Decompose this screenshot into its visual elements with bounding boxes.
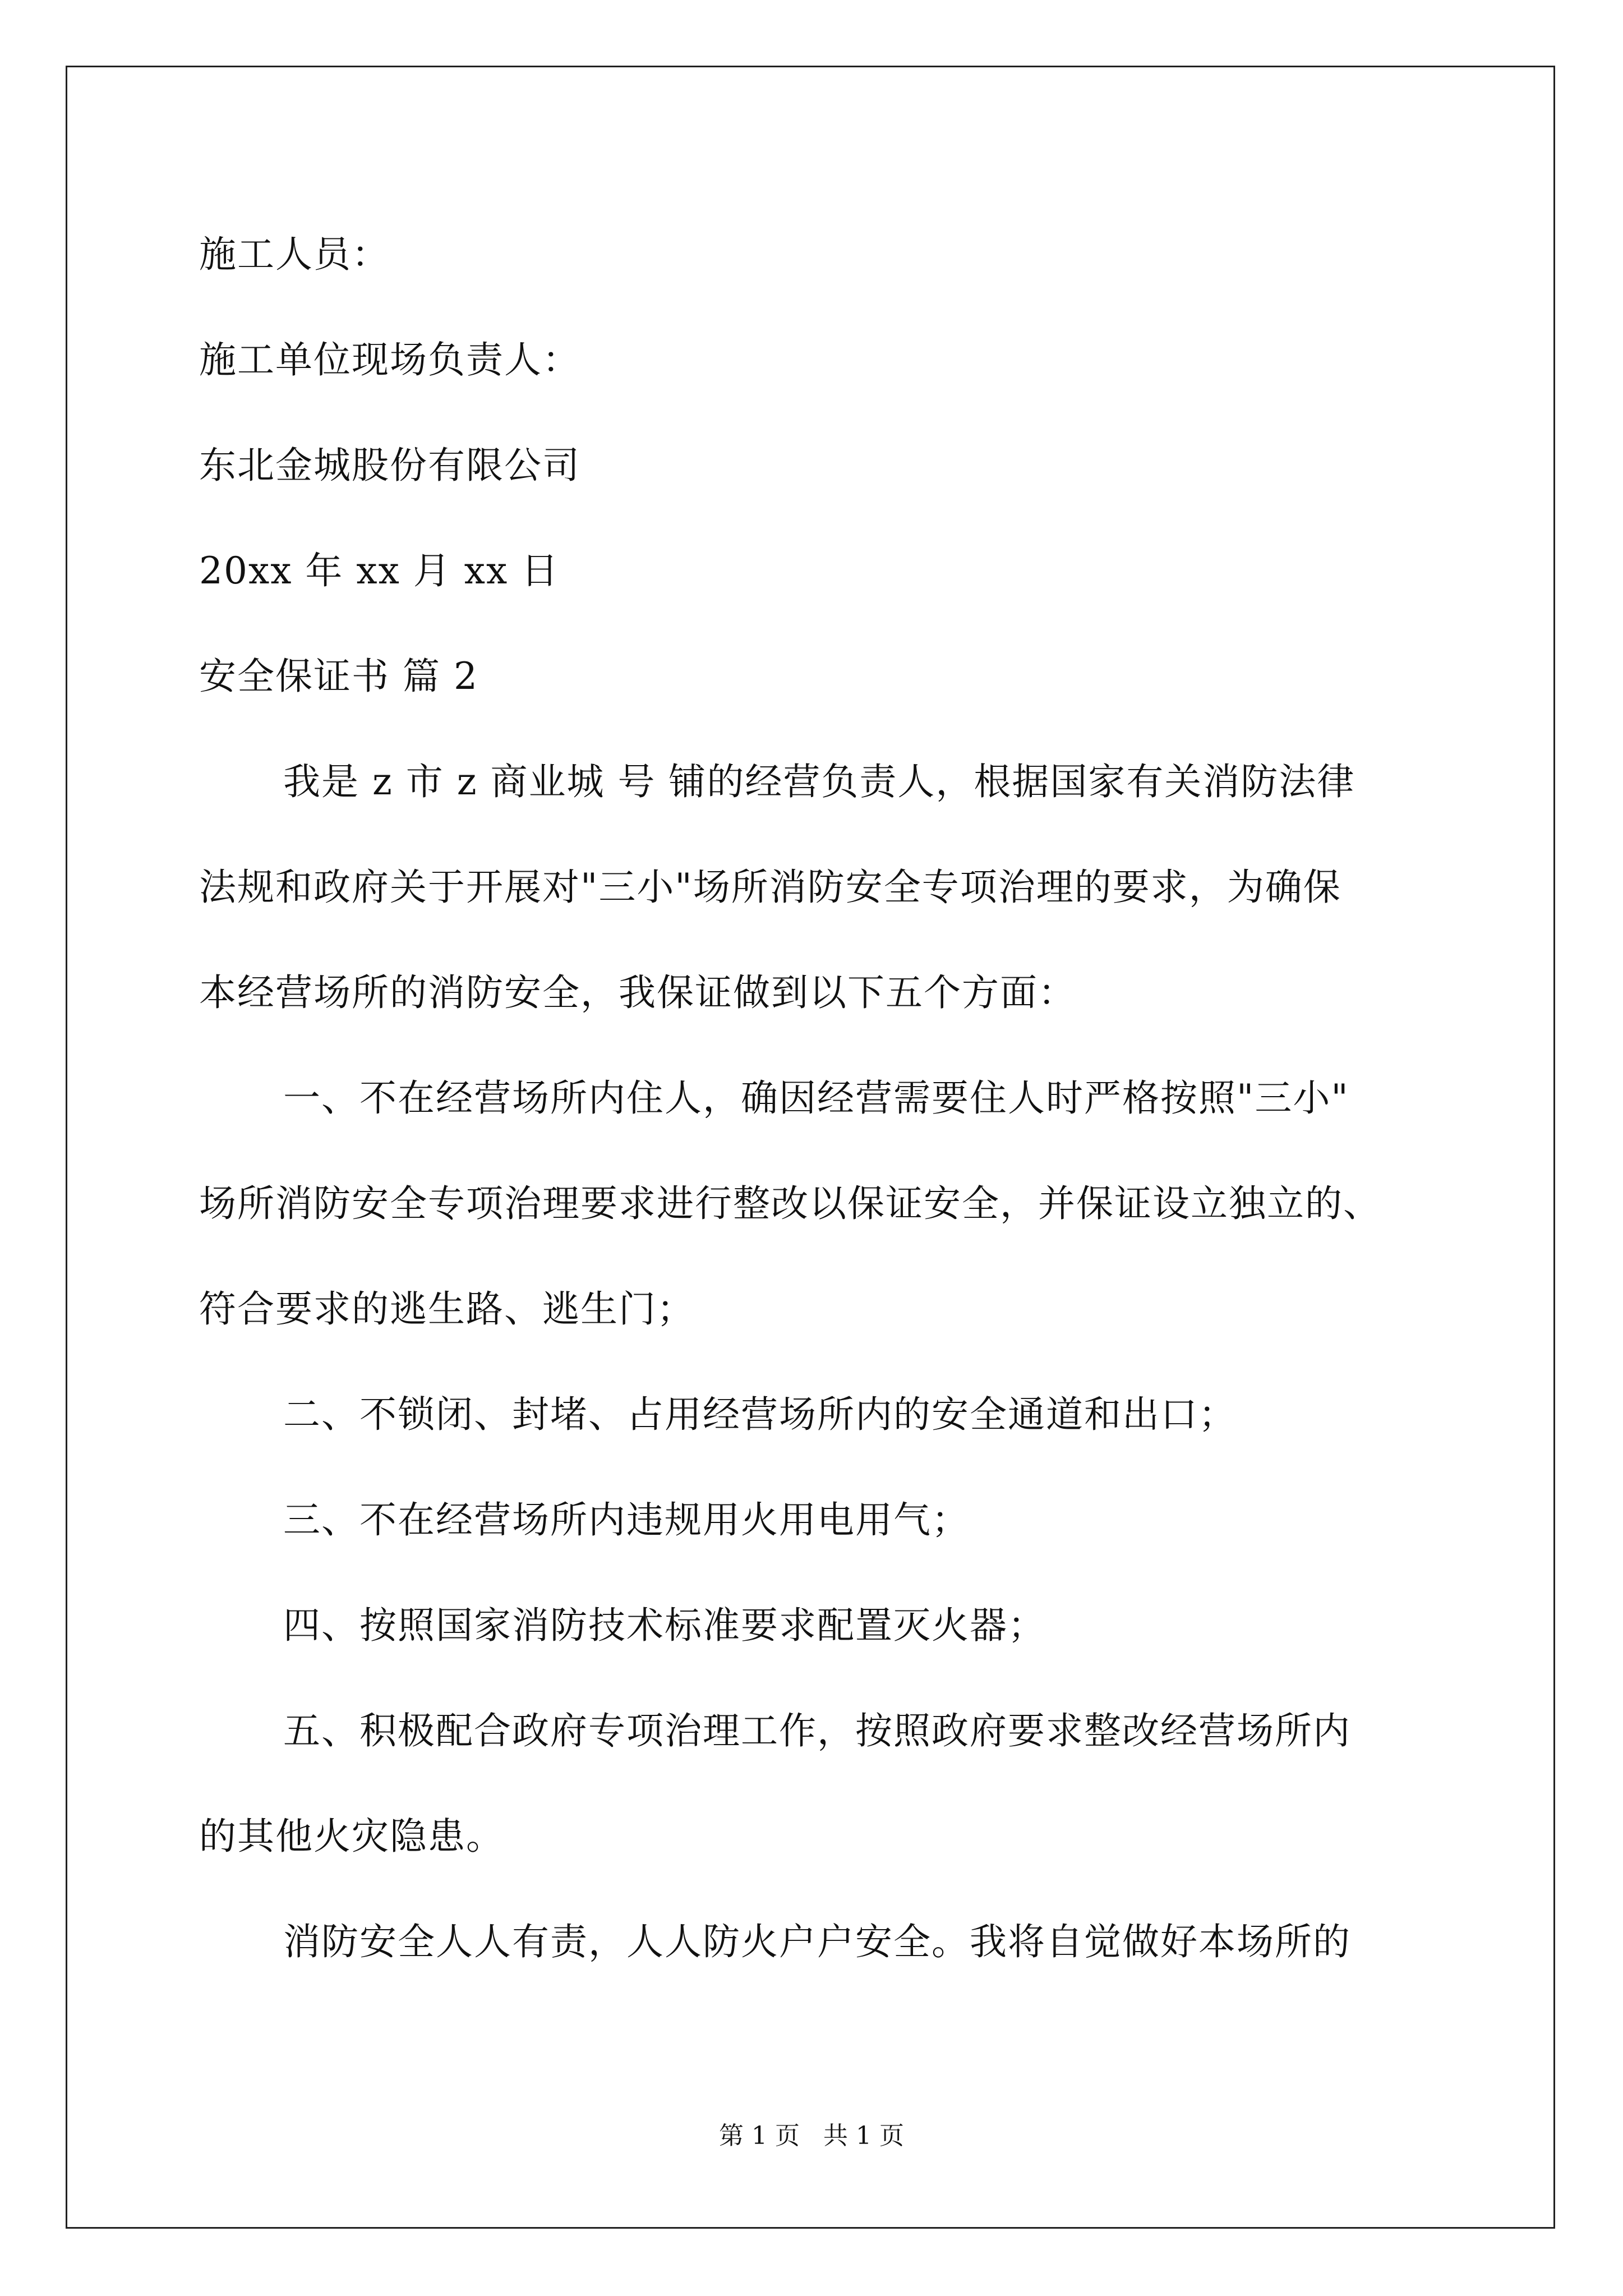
- item-3: 三、不在经营场所内违规用火用电用气；: [283, 1498, 970, 1542]
- item-5-line-2: 的其他火灾隐患。: [199, 1815, 504, 1858]
- item-1-line-1: 一、不在经营场所内住人，确因经营需要住人时严格按照"三小": [283, 1076, 1349, 1120]
- item-5-line-1: 五、积极配合政府专项治理工作，按照政府要求整改经营场所内: [283, 1709, 1351, 1752]
- date-line: 20xx 年 xx 月 xx 日: [199, 549, 560, 592]
- company-name: 东北金城股份有限公司: [199, 444, 580, 487]
- paragraph-intro-line-1: 我是 z 市 z 商业城 号 铺的经营负责人，根据国家有关消防法律: [283, 760, 1355, 803]
- page-number-footer: 第 1 页 共 1 页: [719, 2122, 904, 2150]
- label-construction-staff: 施工人员：: [199, 233, 390, 276]
- item-1-line-2: 场所消防安全专项治理要求进行整改以保证安全，并保证设立独立的、: [199, 1182, 1381, 1225]
- section-title: 安全保证书 篇 2: [199, 655, 478, 698]
- page-border: [66, 66, 1555, 2229]
- item-1-line-3: 符合要求的逃生路、逃生门；: [199, 1287, 695, 1331]
- item-4: 四、按照国家消防技术标准要求配置灭火器；: [283, 1604, 1046, 1647]
- paragraph-intro-line-2: 法规和政府关于开展对"三小"场所消防安全专项治理的要求，为确保: [199, 866, 1341, 909]
- paragraph-intro-line-3: 本经营场所的消防安全，我保证做到以下五个方面：: [199, 971, 1076, 1014]
- closing-paragraph-line-1: 消防安全人人有责，人人防火户户安全。我将自觉做好本场所的: [283, 1920, 1351, 1963]
- label-site-manager: 施工单位现场负责人：: [199, 338, 580, 381]
- item-2: 二、不锁闭、封堵、占用经营场所内的安全通道和出口；: [283, 1393, 1237, 1436]
